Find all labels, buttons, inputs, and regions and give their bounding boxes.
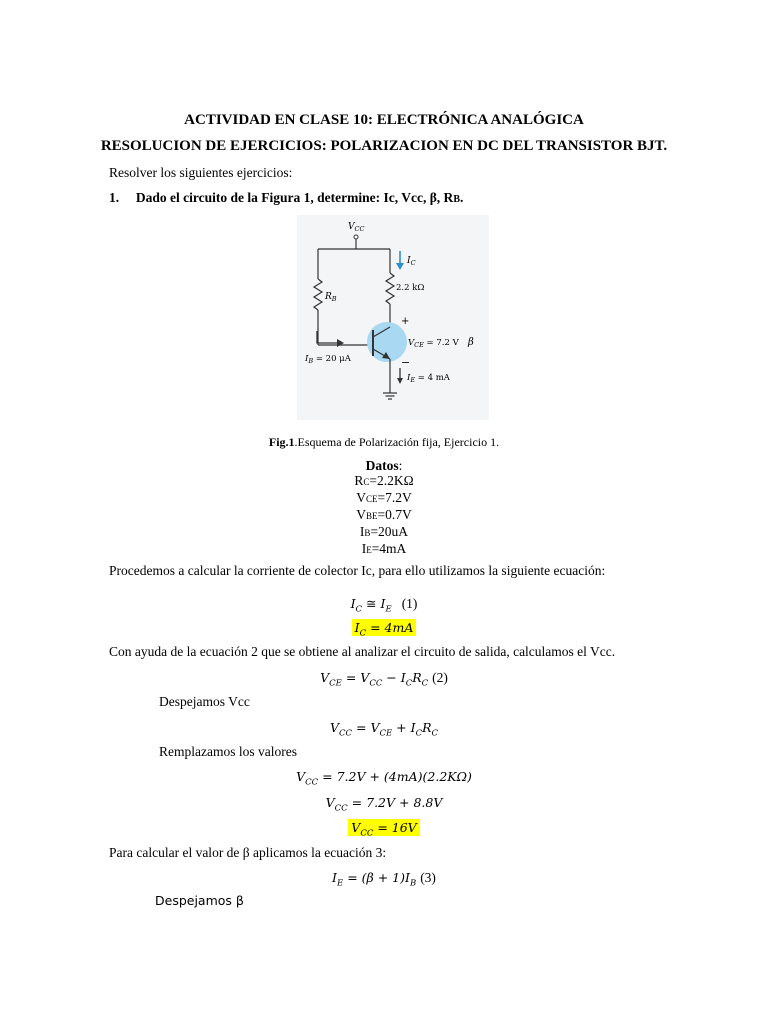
equation-vcc-solved [0, 719, 768, 739]
datos-row: IB=20uA [359, 524, 409, 539]
vce-plus: + [401, 316, 410, 327]
intro-text: Resolver los siguientes ejercicios: [109, 165, 293, 180]
figure-caption [0, 435, 768, 450]
equation-1-result [0, 619, 768, 639]
exercise-text: Dado el circuito de la Figura 1, determine: Ic, Vcc, β, R [135, 190, 454, 205]
ic-label: $I_C$ [407, 256, 416, 267]
substitution-2: $V_{CC} = 7.2V + 8.8V$ [325, 795, 443, 814]
despejamos-vcc: Despejamos Vcc [159, 694, 250, 709]
vcc-terminal [354, 235, 358, 239]
substitution-1: $V_{CC} = 7.2V + (4mA)(2.2K\Omega)$ [296, 769, 472, 788]
ic-result-highlight: $I_C = 4mA$ [352, 619, 417, 636]
vcc-result-highlight: $V_{CC} = 16V$ [348, 819, 419, 836]
equation-3 [0, 869, 768, 889]
exercise-1-heading [109, 190, 463, 206]
rc-resistor [386, 273, 394, 304]
datos-row: VCE=7.2V [356, 490, 412, 505]
vcc-solved-expression: $V_{CC} = V_{CE} + I_CR_C$ [329, 720, 439, 739]
eq1-approx: ≅ [366, 596, 377, 611]
exercise-number: 1. [109, 190, 120, 205]
paragraph-vcc: Con ayuda de la ecuación 2 que se obtiene al analizar el circuito de salida, calculamos el Vcc. [109, 644, 616, 659]
circuit-figure [297, 215, 489, 420]
eq3-expression: $I_E = (\beta + 1)I_B$ [332, 870, 417, 889]
equation-1 [0, 595, 768, 615]
ic-arrow-head [396, 263, 404, 270]
datos-block [0, 458, 768, 558]
datos-colon: : [398, 458, 403, 473]
eq1-number: (1) [401, 596, 418, 611]
eq1-rhs: $I_E$ [380, 596, 392, 615]
datos-heading: Datos [365, 458, 399, 473]
figure-caption-text: .Esquema de Polarización fija, Ejercicio 1. [294, 435, 500, 449]
datos-row: RC=2.2KΩ [354, 473, 414, 488]
document-subtitle: RESOLUCION DE EJERCICIOS: POLARIZACION EN DC DEL TRANSISTOR BJT. [100, 138, 668, 154]
equation-substitution-1 [0, 768, 768, 788]
paragraph-ic: Procedemos a calcular la corriente de colector Ic, para ello utilizamos la siguiente ecuación: [109, 563, 606, 578]
beta-label: β [468, 337, 474, 348]
equation-vcc-result [0, 819, 768, 839]
datos-row: VBE=0.7V [356, 507, 412, 522]
ib-label: $I_B = 20$ μA [305, 354, 351, 365]
exercise-text-end: . [459, 190, 464, 205]
rb-label: $R_B$ [325, 292, 337, 303]
equation-substitution-2 [0, 794, 768, 814]
eq2-expression: $V_{CE} = V_{CC} - I_CR_C$ [320, 670, 429, 689]
datos-row: IE=4mA [361, 541, 407, 556]
vce-label: $V_{CE} = 7.2$ V [408, 338, 459, 349]
figure-caption-label: Fig.1 [268, 435, 295, 449]
ie-arrow-head [397, 378, 403, 384]
ib-arrow-line [317, 331, 337, 343]
equation-2 [0, 669, 768, 689]
exercise-text-sub: B [453, 194, 460, 205]
despejamos-beta: Despejamos β [155, 893, 244, 908]
vcc-label: $V_{CC}$ [348, 222, 365, 233]
remplazamos-text: Remplazamos los valores [159, 744, 297, 759]
vce-minus: − [401, 356, 411, 369]
eq2-number: (2) [432, 670, 448, 685]
ib-arrow-head [337, 339, 344, 347]
rc-label: 2.2 kΩ [396, 283, 425, 293]
rb-resistor [314, 279, 322, 310]
circuit-diagram [297, 215, 489, 420]
eq3-number: (3) [420, 870, 436, 885]
ie-label: $I_E = 4$ mA [407, 373, 450, 384]
paragraph-beta: Para calcular el valor de β aplicamos la ecuación 3: [109, 845, 387, 860]
document-title: ACTIVIDAD EN CLASE 10: ELECTRÓNICA ANALÓGICA [184, 112, 584, 128]
eq1-lhs: $I_C$ [350, 596, 363, 615]
